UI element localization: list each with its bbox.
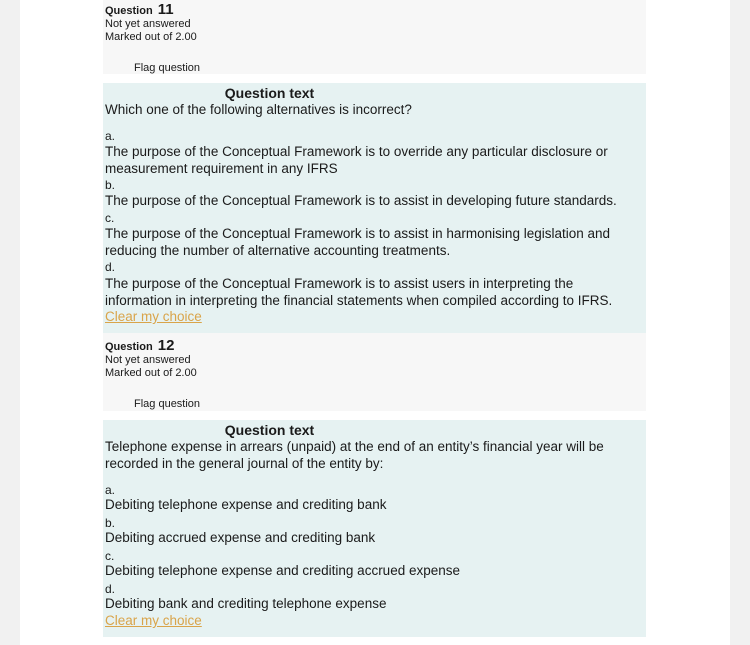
option-b-letter[interactable]: b. [105,516,116,530]
option-d-letter[interactable]: d. [105,260,116,274]
clear-my-choice-link[interactable]: Clear my choice [105,309,202,324]
question-text-heading: Question text [224,422,315,438]
question-label: Question [105,5,153,17]
option-c-letter[interactable]: c. [105,549,115,563]
option-c-text[interactable]: Debiting telephone expense and crediting accrued expense [105,563,461,578]
question-number-value: 11 [157,1,174,18]
option-b-text[interactable]: Debiting accrued expense and crediting bank [105,530,376,545]
option-a-letter[interactable]: a. [105,483,116,497]
option-b-letter[interactable]: b. [105,178,116,192]
question-text: Which one of the following alternatives is incorrect? [105,102,412,117]
option-a-letter[interactable]: a. [105,129,116,143]
flag-question-link[interactable]: Flag question [134,62,201,74]
question-12-content [103,420,646,637]
question-marks: Marked out of 2.00 [105,367,197,379]
question-label: Question [105,341,153,353]
option-c-text[interactable]: The purpose of the Conceptual Framework is to assist in harmonising legislation and reducing the number of alternative accounting treatments. [105,226,611,258]
question-number-value: 12 [157,337,175,354]
option-b-text[interactable]: The purpose of the Conceptual Framework is to assist in developing future standards. [105,193,617,208]
question-11-info [103,0,646,74]
flag-question-link[interactable]: Flag question [134,398,201,410]
option-a-text[interactable]: Debiting telephone expense and crediting bank [105,497,387,512]
question-text-heading: Question text [224,85,315,101]
option-d-text[interactable]: The purpose of the Conceptual Framework is to assist users in interpreting the information in interpreting the financial statements when compiled according to IFRS. [105,276,613,308]
clear-my-choice-link[interactable]: Clear my choice [105,613,202,628]
question-text: Telephone expense in arrears (unpaid) at the end of an entity’s financial year will be recorded in the general journal of the entity by: [105,439,604,471]
question-number [105,337,174,354]
question-12-info [103,333,646,411]
question-status: Not yet answered [105,18,191,30]
question-11-content [103,83,646,333]
question-marks: Marked out of 2.00 [105,31,197,43]
option-d-text[interactable]: Debiting bank and crediting telephone expense [105,596,387,611]
question-status: Not yet answered [105,354,191,366]
option-a-text[interactable]: The purpose of the Conceptual Framework is to override any particular disclosure or measurement requirement in any IFRS [105,144,608,176]
option-d-letter[interactable]: d. [105,582,116,596]
question-number [105,1,174,18]
option-c-letter[interactable]: c. [105,211,115,225]
